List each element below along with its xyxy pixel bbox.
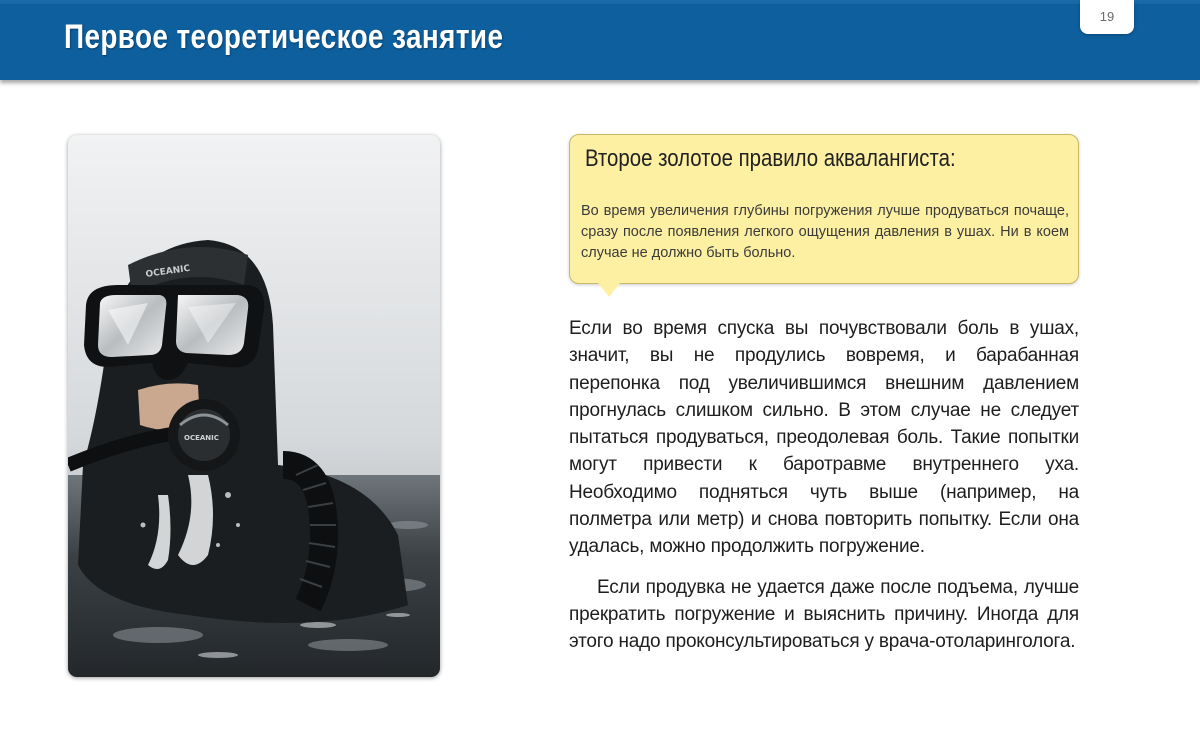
- page-number: 19: [1080, 0, 1134, 34]
- body-paragraph: Если во время спуска вы почувствовали боль в ушах, значит, вы не продулись вовремя, и барабанная перепонка под увеличившимся внешним давлением прогнулась слишком сильно. В этом случае не следует пытаться продуваться, преодолевая боль. Такие попытки могут привести к баротравме внутреннего уха. Необходимо подняться чуть выше (например, на полметра или метр) и снова повторить попытку. Если она удалась, можно продолжить погружение.: [569, 318, 1079, 558]
- page-title: Первое теоретическое занятие: [64, 18, 504, 56]
- header-bar: [0, 4, 1200, 80]
- callout-tail: [598, 283, 620, 297]
- golden-rule-callout: [569, 134, 1079, 284]
- diver-photo: [68, 135, 440, 677]
- callout-title: Второе золотое правило аквалангиста:: [585, 145, 956, 172]
- mask-brand-text: OCEANIC: [145, 263, 191, 280]
- callout-text: Во время увеличения глубины погружения лучше продуваться почаще, сразу после появления легкого ощущения давления в ушах. Ни в коем случае не должно быть больно.: [581, 203, 1069, 261]
- body-text: [569, 315, 1079, 656]
- body-paragraph: Если продувка не удается даже после подъема, лучше прекратить погружение и выяснить причину. Иногда для этого надо проконсультироваться у врача-отоларинголога.: [569, 576, 1079, 653]
- regulator-brand-text: OCEANIC: [184, 434, 219, 442]
